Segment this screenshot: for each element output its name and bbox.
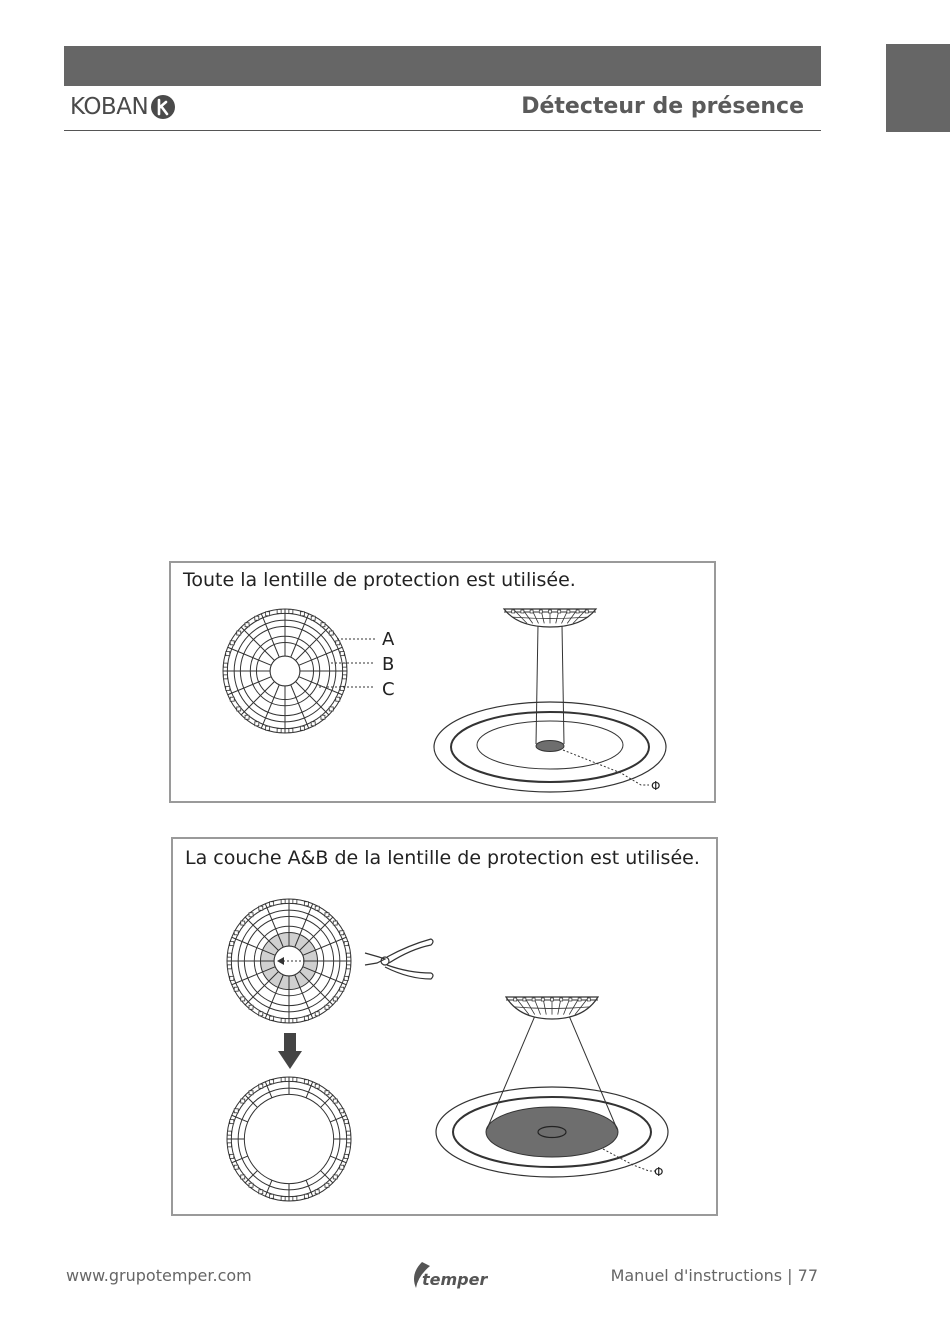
header-bar	[64, 46, 821, 86]
temper-logo	[408, 1256, 488, 1300]
sensor-icon	[506, 997, 598, 1019]
panel-caption: La couche A&B de la lentille de protection est utilisée.	[185, 847, 700, 869]
full-lens-diagram	[171, 563, 716, 803]
figure-panel-full-lens	[169, 561, 716, 803]
ab-lens-diagram	[173, 839, 718, 1216]
detection-area-ab	[436, 997, 668, 1179]
label-b: B	[382, 654, 395, 675]
lens-icon	[227, 899, 351, 1023]
page-title: Détecteur de présence	[521, 94, 804, 119]
temper-wordmark: temper	[422, 1270, 488, 1289]
down-arrow-icon	[278, 1033, 302, 1069]
label-c: C	[382, 679, 395, 700]
section-tab	[886, 44, 950, 132]
koban-logo-icon	[150, 94, 176, 120]
figure-panel-ab-lens	[171, 837, 718, 1216]
lens-icon	[227, 1077, 351, 1201]
footer-page-label: Manuel d'instructions | 77	[610, 1266, 818, 1285]
panel-caption: Toute la lentille de protection est utilisée.	[183, 569, 576, 591]
label-a: A	[382, 629, 395, 650]
koban-logo	[70, 94, 176, 120]
footer-website: www.grupotemper.com	[66, 1266, 252, 1285]
brand-name: KOBAN	[70, 94, 149, 120]
sensor-icon	[504, 609, 596, 627]
header-divider	[64, 130, 821, 131]
temper-logo-icon	[408, 1256, 488, 1296]
detection-area-full	[434, 609, 666, 793]
phi-symbol: Φ	[654, 1165, 664, 1179]
lens-icon	[223, 609, 347, 733]
phi-symbol: Φ	[651, 779, 661, 793]
pliers-icon	[365, 939, 433, 979]
